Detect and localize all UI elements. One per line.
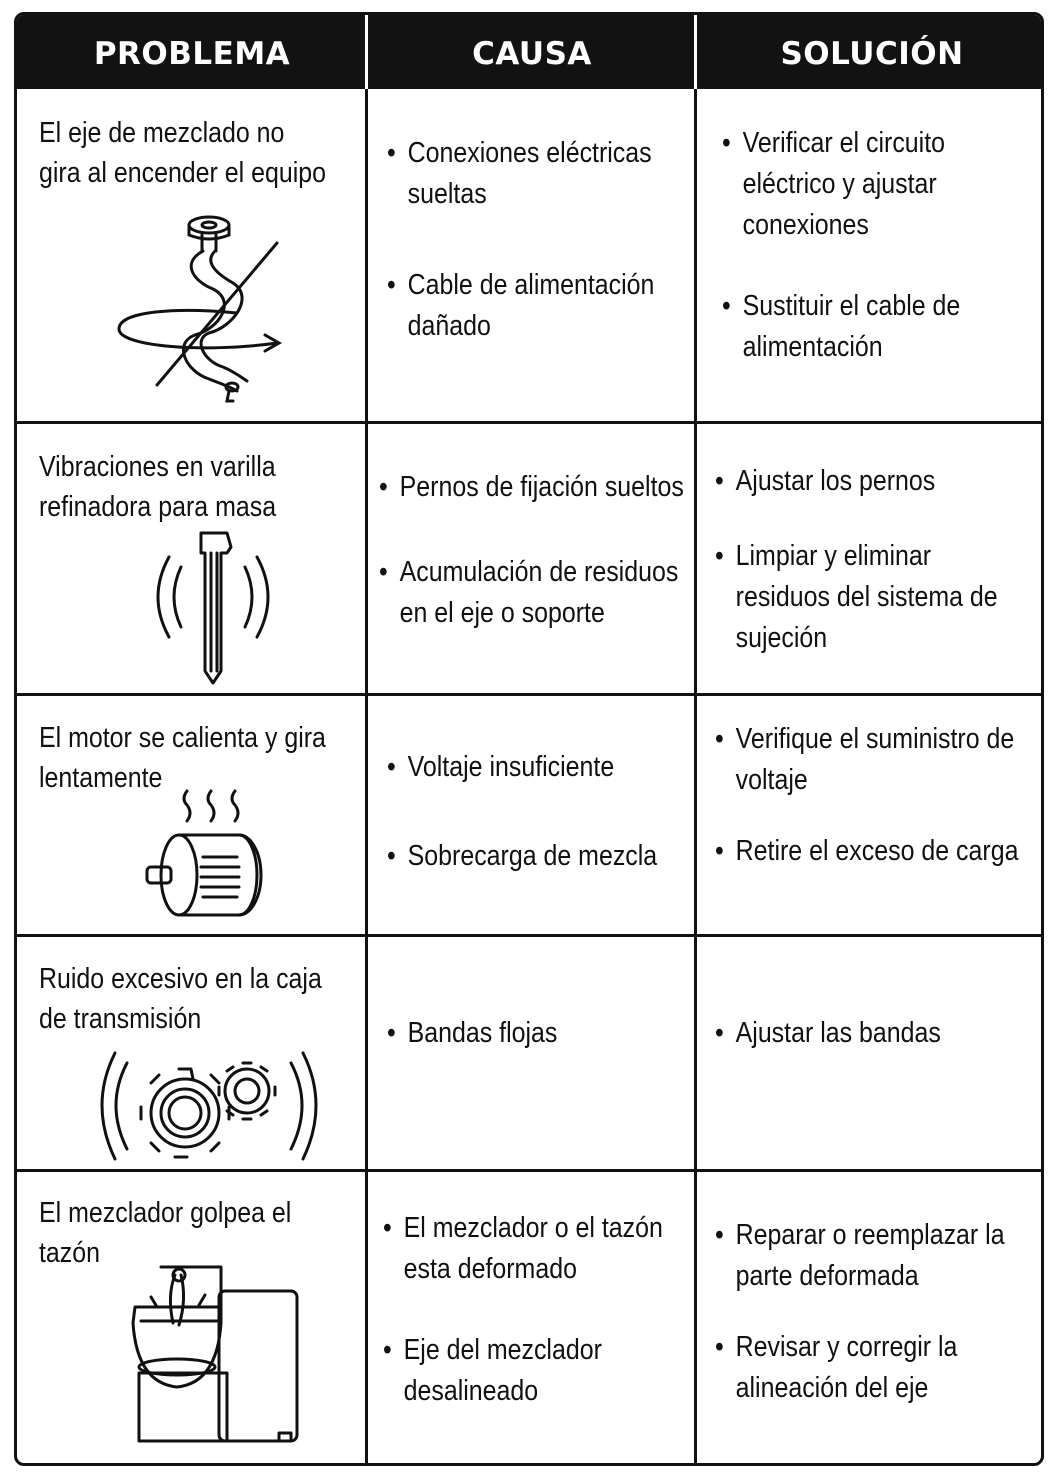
row-divider — [17, 1169, 1044, 1172]
solution-item: • Verificar el circuito eléctrico y ajustar conexiones — [722, 123, 1014, 246]
solution-item: • Limpiar y eliminar residuos del sistema de sujeción — [715, 536, 1025, 659]
problem-text-5: El mezclador golpea el tazón — [39, 1197, 292, 1269]
solution-list-3 — [715, 719, 1025, 872]
cause-item: • El mezclador o el tazón esta deformado — [383, 1208, 684, 1290]
solution-item: • Ajustar los pernos — [715, 461, 1025, 502]
problem-text-4: Ruido excesivo en la caja de transmisión — [39, 963, 322, 1035]
cause-list-4 — [387, 1013, 679, 1054]
solution-list-4 — [715, 1013, 1025, 1054]
header-cause: CAUSA — [472, 36, 592, 72]
cause-item: • Eje del mezclador desalineado — [383, 1330, 684, 1412]
header-solution: SOLUCIÓN — [780, 36, 964, 72]
cause-item: • Cable de alimentación dañado — [387, 265, 679, 347]
row-divider — [17, 934, 1044, 937]
cause-list-2 — [379, 467, 689, 634]
cause-item: • Conexiones eléctricas sueltas — [387, 133, 679, 215]
header-problem: PROBLEMA — [93, 36, 291, 72]
solution-item: • Retire el exceso de carga — [715, 831, 1025, 872]
cause-item: • Bandas flojas — [387, 1013, 679, 1054]
solution-item: • Revisar y corregir la alineación del eje — [715, 1327, 1025, 1409]
solution-item: • Sustituir el cable de alimentación — [722, 286, 1014, 368]
solution-item: • Reparar o reemplazar la parte deformada — [715, 1215, 1025, 1297]
cause-list-1 — [387, 133, 679, 347]
rotating-shaft-icon — [117, 215, 297, 415]
row-divider — [17, 693, 1044, 696]
troubleshooting-table — [14, 12, 1044, 1466]
cause-item: • Pernos de fijación sueltos — [379, 467, 689, 508]
problem-text-1: El eje de mezclado no gira al encender el equipo — [39, 117, 327, 189]
solution-item: • Verifique el suministro de voltaje — [715, 719, 1025, 801]
solution-item: • Ajustar las bandas — [715, 1013, 1025, 1054]
vibrating-rod-icon — [153, 527, 273, 687]
table-header — [17, 15, 1044, 89]
problem-text-2: Vibraciones en varilla refinadora para masa — [39, 451, 277, 523]
cause-item: • Acumulación de residuos en el eje o soporte — [379, 552, 689, 634]
noisy-gears-icon — [105, 1045, 315, 1165]
solution-list-1 — [722, 123, 1014, 368]
hot-motor-icon — [143, 787, 273, 917]
solution-list-2 — [715, 461, 1025, 659]
mixer-bowl-icon — [121, 1255, 321, 1455]
cause-item: • Sobrecarga de mezcla — [387, 836, 679, 877]
problem-text-3: El motor se calienta y gira lentamente — [39, 722, 326, 794]
cause-item: • Voltaje insuficiente — [387, 747, 679, 788]
solution-list-5 — [715, 1215, 1025, 1409]
cause-list-3 — [387, 747, 679, 877]
row-divider — [17, 421, 1044, 424]
cause-list-5 — [383, 1208, 684, 1412]
